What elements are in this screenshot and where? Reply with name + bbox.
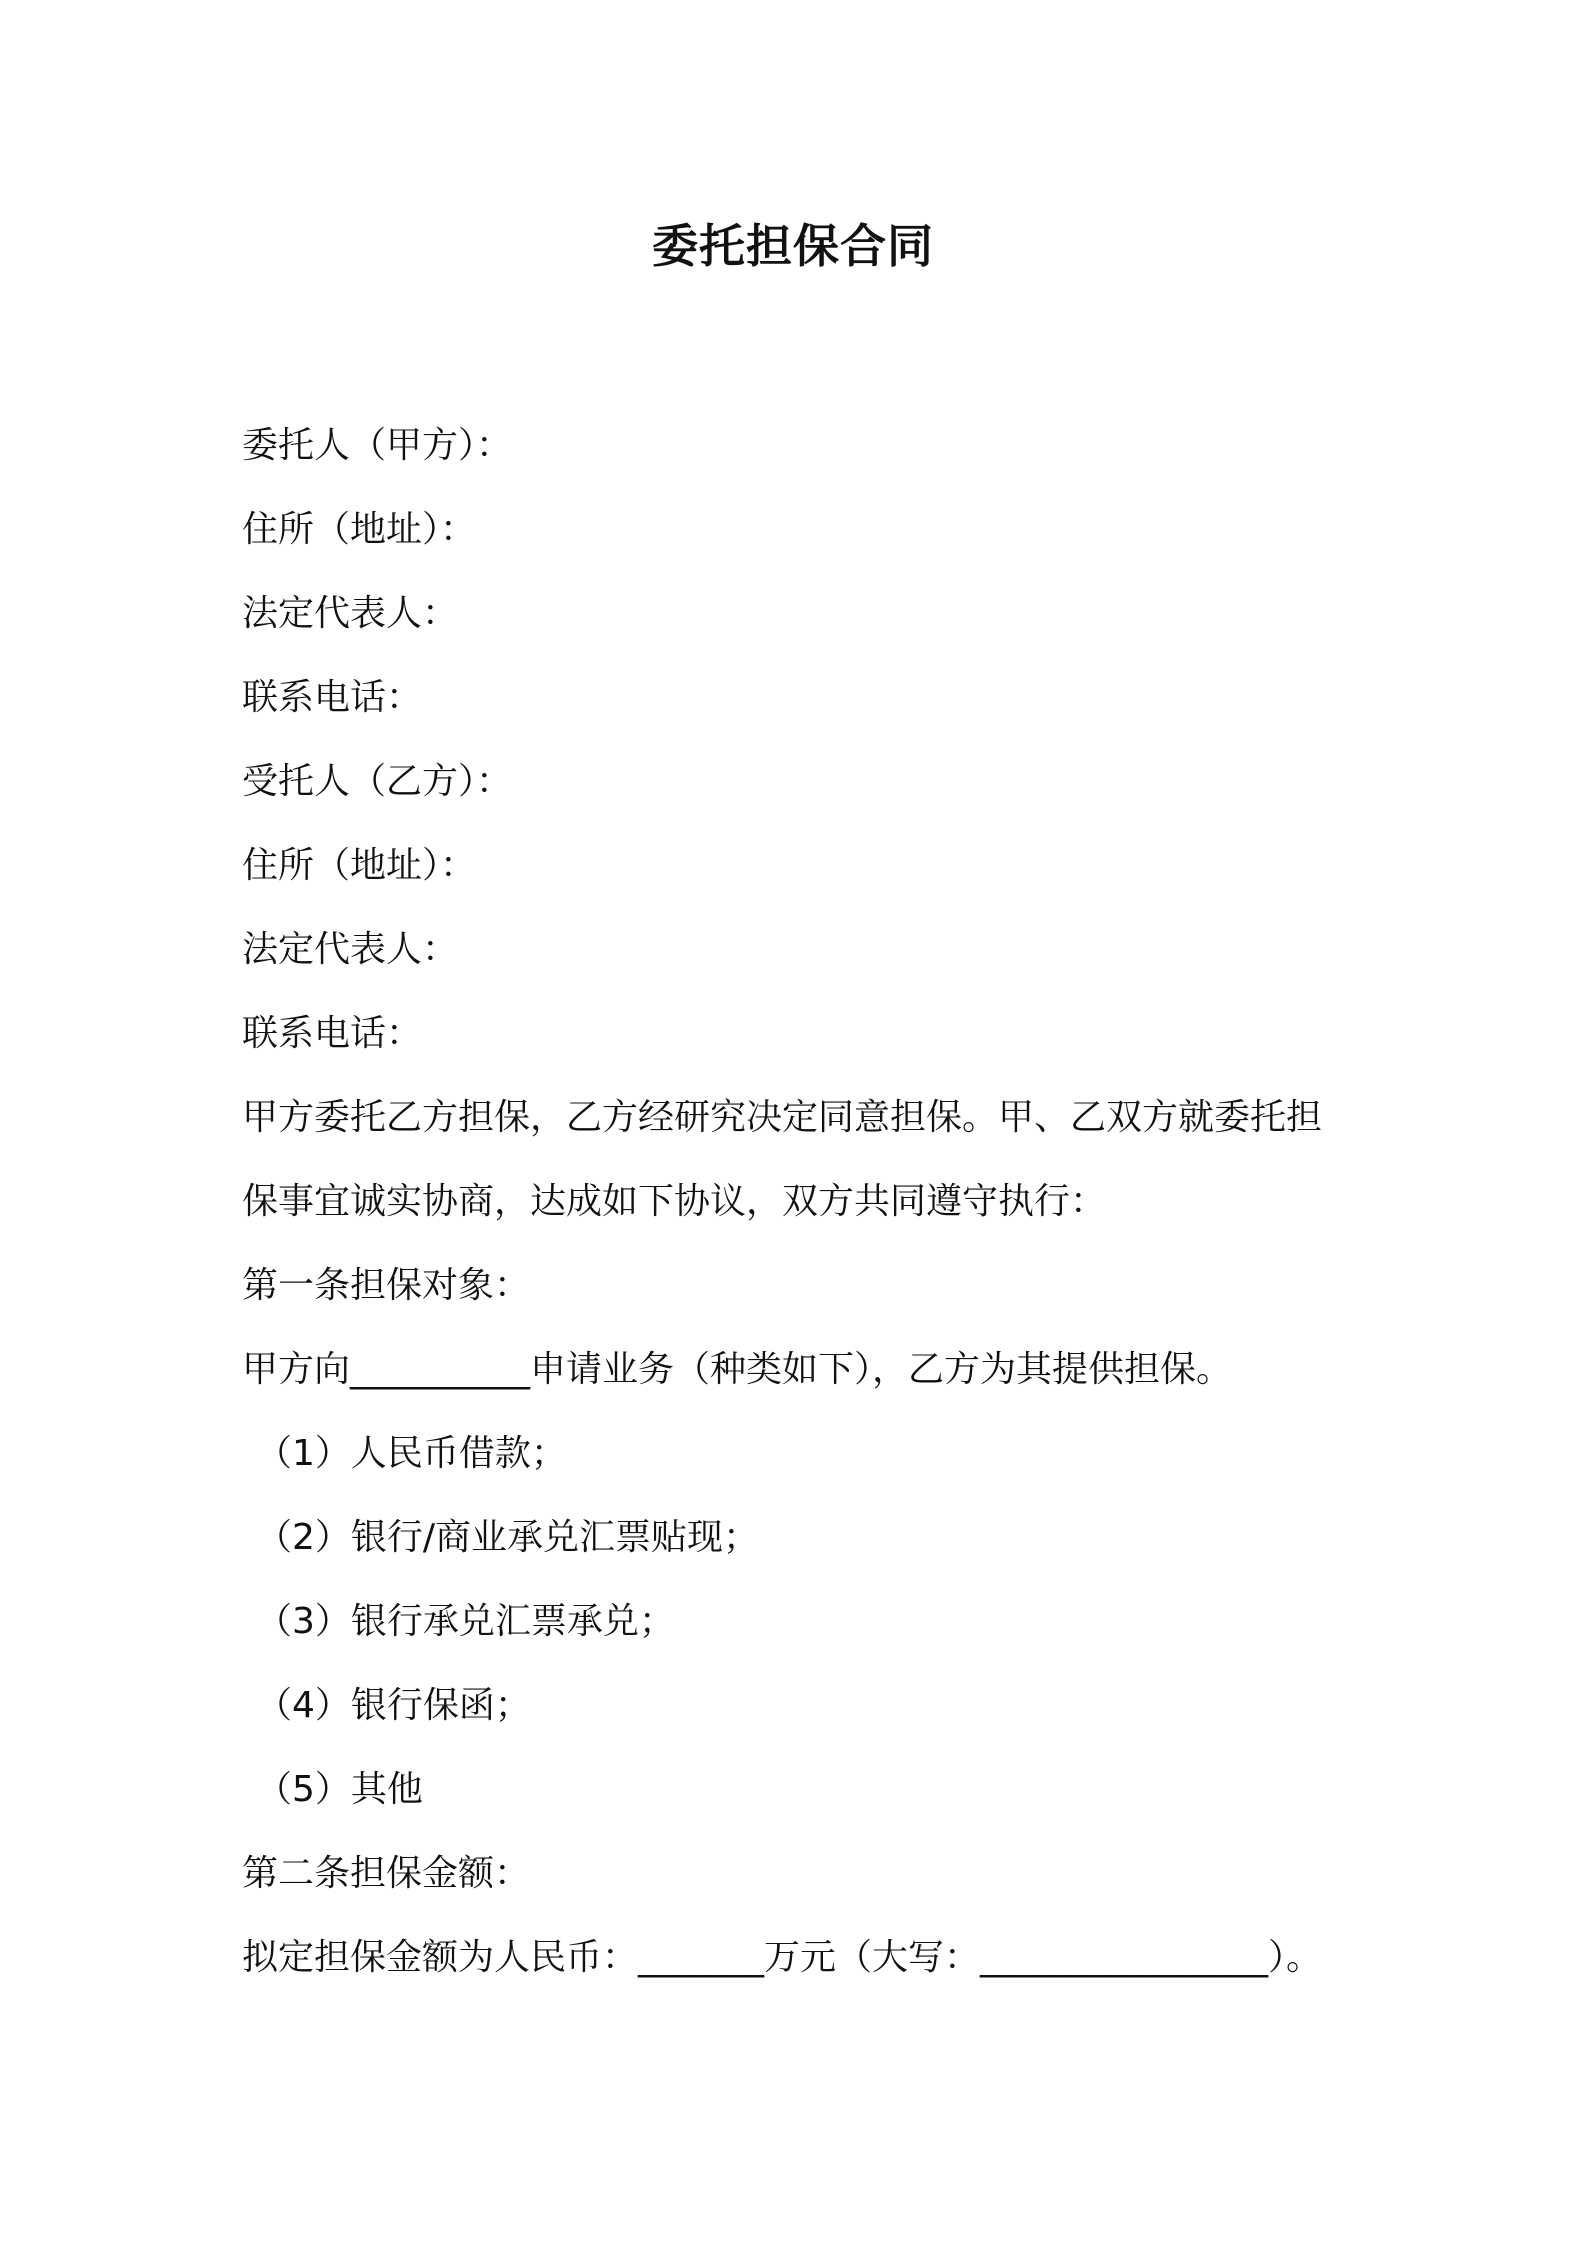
article-1-text: 甲方向__________申请业务（种类如下），乙方为其提供担保。 <box>242 1349 1233 1390</box>
article-2-text: 拟定担保金额为人民币：_______万元（大写：________________）。 <box>242 1937 1323 1978</box>
article-1-item-3: （3）银行承兑汇票承兑； <box>256 1601 675 1642</box>
party-b-phone-line: 联系电话： <box>242 1013 423 1054</box>
article-1-item-1: （1）人民币借款； <box>256 1433 567 1474</box>
party-b-address-line: 住所（地址）： <box>242 845 477 886</box>
article-1-item-4: （4）银行保函； <box>256 1685 531 1726</box>
party-a-legal-rep-line: 法定代表人： <box>242 593 459 634</box>
article-1-heading: 第一条担保对象： <box>242 1265 531 1306</box>
party-a-phone-line: 联系电话： <box>242 677 423 718</box>
party-a-name-line: 委托人（甲方）： <box>242 425 513 466</box>
document-body <box>242 404 1382 2000</box>
party-b-name-line: 受托人（乙方）： <box>242 761 513 802</box>
article-1-item-2: （2）银行/商业承兑汇票贴现； <box>256 1517 760 1558</box>
preamble-line-2: 保事宜诚实协商，达成如下协议，双方共同遵守执行： <box>242 1181 1107 1222</box>
party-b-legal-rep-line: 法定代表人： <box>242 929 459 970</box>
article-1-item-5: （5）其他 <box>256 1769 423 1810</box>
article-2-heading: 第二条担保金额： <box>242 1853 531 1894</box>
party-a-address-line: 住所（地址）： <box>242 509 477 550</box>
document-title: 委托担保合同 <box>652 219 934 273</box>
preamble-line-1: 甲方委托乙方担保，乙方经研究决定同意担保。甲、乙双方就委托担 <box>242 1097 1323 1138</box>
